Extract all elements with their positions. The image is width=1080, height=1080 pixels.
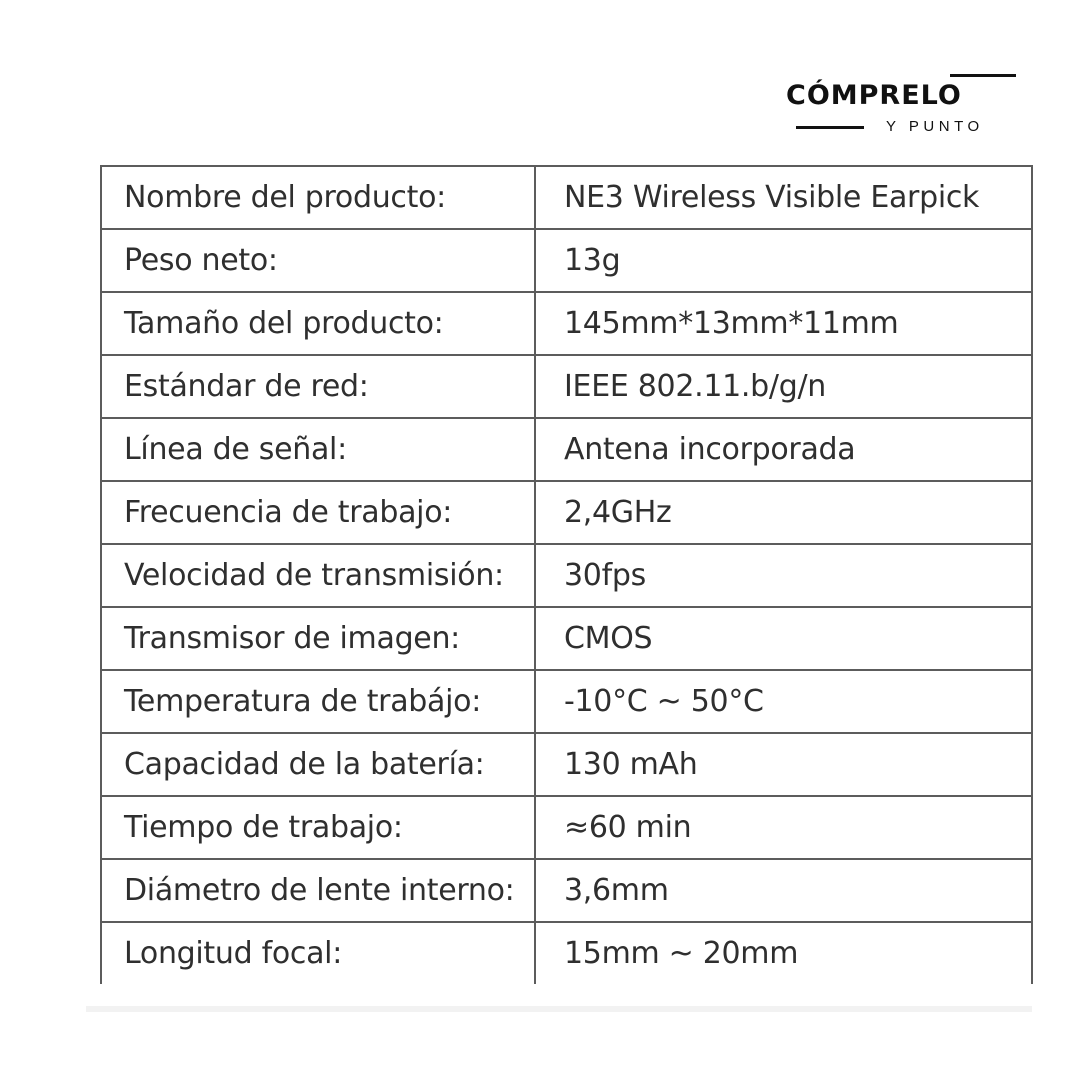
spec-value: CMOS [535, 607, 1032, 670]
spec-row [101, 859, 1032, 922]
spec-label: Transmisor de imagen: [101, 607, 535, 670]
spec-table-body [101, 166, 1032, 984]
spec-label: Estándar de red: [101, 355, 535, 418]
spec-value: 145mm*13mm*11mm [535, 292, 1032, 355]
spec-label: Línea de señal: [101, 418, 535, 481]
logo-wordmark: CÓMPRELO [786, 80, 962, 111]
logo-tagline: Y PUNTO [886, 118, 984, 135]
spec-row [101, 355, 1032, 418]
spec-row [101, 670, 1032, 733]
spec-value: IEEE 802.11.b/g/n [535, 355, 1032, 418]
spec-label: Peso neto: [101, 229, 535, 292]
spec-row [101, 607, 1032, 670]
spec-label: Diámetro de lente interno: [101, 859, 535, 922]
spec-label: Tamaño del producto: [101, 292, 535, 355]
spec-value: 30fps [535, 544, 1032, 607]
spec-value: NE3 Wireless Visible Earpick [535, 166, 1032, 229]
spec-label: Longitud focal: [101, 922, 535, 984]
spec-label: Capacidad de la batería: [101, 733, 535, 796]
logo-underline [796, 126, 864, 129]
spec-label: Velocidad de transmisión: [101, 544, 535, 607]
spec-value: 2,4GHz [535, 481, 1032, 544]
spec-row [101, 544, 1032, 607]
spec-row [101, 796, 1032, 859]
spec-value: 3,6mm [535, 859, 1032, 922]
spec-row [101, 418, 1032, 481]
spec-label: Tiempo de trabajo: [101, 796, 535, 859]
spec-value: ≈60 min [535, 796, 1032, 859]
spec-row [101, 229, 1032, 292]
spec-value: Antena incorporada [535, 418, 1032, 481]
spec-label: Nombre del producto: [101, 166, 535, 229]
spec-row [101, 922, 1032, 984]
spec-value: 13g [535, 229, 1032, 292]
spec-value: 15mm ~ 20mm [535, 922, 1032, 984]
spec-label: Frecuencia de trabajo: [101, 481, 535, 544]
brand-logo [782, 70, 1030, 142]
spec-label: Temperatura de trabájo: [101, 670, 535, 733]
spec-row [101, 733, 1032, 796]
spec-table [100, 165, 1033, 984]
spec-row [101, 292, 1032, 355]
spec-row [101, 481, 1032, 544]
table-bottom-edge [86, 1006, 1032, 1012]
spec-row [101, 166, 1032, 229]
spec-value: -10°C ~ 50°C [535, 670, 1032, 733]
logo-accent-line [950, 74, 1016, 77]
spec-value: 130 mAh [535, 733, 1032, 796]
